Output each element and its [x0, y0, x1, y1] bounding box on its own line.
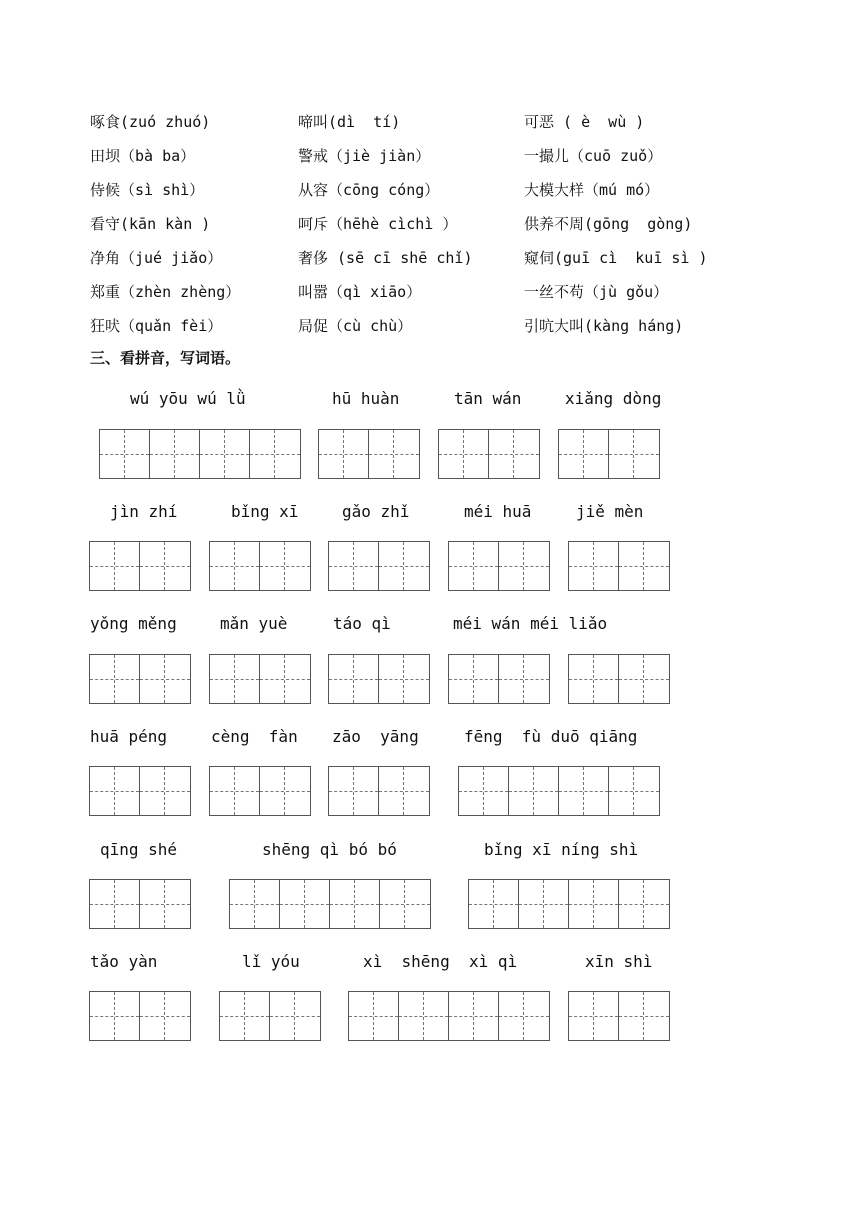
vertical-guide-line: [633, 767, 634, 815]
vertical-guide-line: [593, 542, 594, 590]
vocab-item: 净角（jué jiǎo）: [90, 249, 223, 267]
vertical-guide-line: [354, 880, 355, 928]
vertical-guide-line: [114, 767, 115, 815]
writing-cell[interactable]: [140, 992, 190, 1040]
writing-boxes[interactable]: [458, 766, 660, 816]
writing-cell[interactable]: [330, 880, 380, 928]
horizontal-guide-line: [379, 566, 429, 567]
writing-cell[interactable]: [459, 767, 509, 815]
vertical-guide-line: [234, 767, 235, 815]
vocab-item: 警戒（jiè jiàn）: [298, 147, 431, 165]
vocab-item: 引吭大叫(kàng háng): [524, 317, 684, 335]
writing-boxes[interactable]: [209, 541, 311, 591]
writing-boxes[interactable]: [468, 879, 670, 929]
vertical-guide-line: [643, 542, 644, 590]
writing-cell[interactable]: [329, 655, 379, 703]
vertical-guide-line: [593, 655, 594, 703]
writing-boxes[interactable]: [448, 654, 550, 704]
vertical-guide-line: [513, 430, 514, 478]
writing-cell[interactable]: [210, 542, 260, 590]
writing-cell[interactable]: [90, 992, 140, 1040]
writing-boxes[interactable]: [318, 429, 420, 479]
horizontal-guide-line: [369, 454, 419, 455]
pinyin-label: lǐ yóu: [242, 952, 300, 971]
writing-cell[interactable]: [379, 655, 429, 703]
horizontal-guide-line: [260, 791, 310, 792]
vertical-guide-line: [114, 992, 115, 1040]
vertical-guide-line: [353, 767, 354, 815]
writing-boxes[interactable]: [348, 991, 550, 1041]
writing-cell[interactable]: [499, 992, 549, 1040]
writing-boxes[interactable]: [328, 541, 430, 591]
vertical-guide-line: [543, 880, 544, 928]
writing-cell[interactable]: [220, 992, 270, 1040]
pinyin-label: méi huā: [464, 502, 532, 521]
pinyin-label: jiě mèn: [576, 502, 644, 521]
vertical-guide-line: [284, 542, 285, 590]
horizontal-guide-line: [619, 904, 669, 905]
writing-boxes[interactable]: [89, 766, 191, 816]
writing-cell[interactable]: [140, 655, 190, 703]
vocab-item: 郑重（zhèn zhèng）: [90, 283, 241, 301]
pinyin-label: jìn zhí: [110, 502, 178, 521]
vocab-item: 奢侈 (sē cī shē chǐ): [298, 249, 473, 267]
vertical-guide-line: [523, 542, 524, 590]
writing-cell[interactable]: [349, 992, 399, 1040]
vertical-guide-line: [224, 430, 225, 478]
writing-cell[interactable]: [319, 430, 369, 478]
vocab-item: 大模大样（mú mó）: [524, 181, 660, 199]
writing-boxes[interactable]: [219, 991, 321, 1041]
horizontal-guide-line: [499, 679, 549, 680]
vertical-guide-line: [114, 542, 115, 590]
vertical-guide-line: [533, 767, 534, 815]
vertical-guide-line: [274, 430, 275, 478]
writing-cell[interactable]: [499, 542, 549, 590]
horizontal-guide-line: [140, 566, 190, 567]
writing-cell[interactable]: [210, 655, 260, 703]
vocab-item: 一撮儿（cuō zuǒ）: [524, 147, 663, 165]
pinyin-label: tān wán: [454, 389, 522, 408]
vertical-guide-line: [403, 542, 404, 590]
writing-cell[interactable]: [449, 542, 499, 590]
writing-cell[interactable]: [210, 767, 260, 815]
vertical-guide-line: [244, 992, 245, 1040]
vertical-guide-line: [284, 767, 285, 815]
writing-cell[interactable]: [499, 655, 549, 703]
vertical-guide-line: [403, 767, 404, 815]
writing-cell[interactable]: [379, 767, 429, 815]
writing-boxes[interactable]: [568, 541, 670, 591]
writing-cell[interactable]: [619, 880, 669, 928]
horizontal-guide-line: [270, 1016, 320, 1017]
vertical-guide-line: [164, 880, 165, 928]
writing-cell[interactable]: [569, 992, 619, 1040]
writing-cell[interactable]: [469, 880, 519, 928]
horizontal-guide-line: [379, 679, 429, 680]
vertical-guide-line: [114, 880, 115, 928]
horizontal-guide-line: [609, 454, 659, 455]
writing-cell[interactable]: [569, 655, 619, 703]
vocab-item: 侍候（sì shì）: [90, 181, 205, 199]
vertical-guide-line: [114, 655, 115, 703]
pinyin-label: cèng fàn: [211, 727, 298, 746]
vertical-guide-line: [473, 992, 474, 1040]
pinyin-label: zāo yāng: [332, 727, 419, 746]
writing-cell[interactable]: [329, 542, 379, 590]
vocab-item: 一丝不苟（jù gǒu）: [524, 283, 669, 301]
horizontal-guide-line: [380, 904, 430, 905]
writing-cell[interactable]: [569, 542, 619, 590]
vertical-guide-line: [583, 767, 584, 815]
vertical-guide-line: [373, 992, 374, 1040]
pinyin-label: shēng qì bó bó: [262, 840, 397, 859]
writing-boxes[interactable]: [209, 766, 311, 816]
writing-cell[interactable]: [489, 430, 539, 478]
vertical-guide-line: [353, 655, 354, 703]
writing-cell[interactable]: [559, 430, 609, 478]
writing-cell[interactable]: [140, 767, 190, 815]
writing-cell[interactable]: [260, 655, 310, 703]
vertical-guide-line: [463, 430, 464, 478]
horizontal-guide-line: [140, 1016, 190, 1017]
vertical-guide-line: [493, 880, 494, 928]
horizontal-guide-line: [609, 791, 659, 792]
writing-cell[interactable]: [200, 430, 250, 478]
vocab-item: 看守(kān kàn ): [90, 215, 211, 233]
section-title: 三、看拼音，写词语。: [90, 349, 241, 367]
vocab-item: 啄食(zuó zhuó): [90, 113, 211, 131]
vertical-guide-line: [353, 542, 354, 590]
vertical-guide-line: [523, 992, 524, 1040]
writing-cell[interactable]: [369, 430, 419, 478]
pinyin-label: qīng shé: [100, 840, 178, 859]
horizontal-guide-line: [140, 791, 190, 792]
writing-cell[interactable]: [260, 767, 310, 815]
pinyin-label: táo qì: [333, 614, 391, 633]
horizontal-guide-line: [619, 566, 669, 567]
writing-boxes[interactable]: [89, 879, 191, 929]
writing-cell[interactable]: [150, 430, 200, 478]
vocab-item: 从容（cōng cóng）: [298, 181, 440, 199]
writing-boxes[interactable]: [328, 766, 430, 816]
writing-boxes[interactable]: [568, 654, 670, 704]
vertical-guide-line: [583, 430, 584, 478]
writing-cell[interactable]: [140, 542, 190, 590]
vertical-guide-line: [174, 430, 175, 478]
writing-cell[interactable]: [609, 430, 659, 478]
vertical-guide-line: [234, 542, 235, 590]
writing-cell[interactable]: [280, 880, 330, 928]
horizontal-guide-line: [619, 679, 669, 680]
vertical-guide-line: [473, 542, 474, 590]
writing-boxes[interactable]: [558, 429, 660, 479]
pinyin-label: xì shēng xì qì: [363, 952, 518, 971]
pinyin-label: mǎn yuè: [220, 614, 288, 633]
vertical-guide-line: [234, 655, 235, 703]
vertical-guide-line: [284, 655, 285, 703]
writing-cell[interactable]: [100, 430, 150, 478]
writing-cell[interactable]: [380, 880, 430, 928]
writing-cell[interactable]: [329, 767, 379, 815]
vocab-item: 狂吠（quǎn fèi）: [90, 317, 223, 335]
pinyin-label: xiǎng dòng: [565, 389, 662, 408]
horizontal-guide-line: [499, 1016, 549, 1017]
writing-cell[interactable]: [250, 430, 300, 478]
horizontal-guide-line: [619, 1016, 669, 1017]
vocab-item: 可恶 ( è wù ): [524, 113, 645, 131]
vocab-item: 田坝（bà ba）: [90, 147, 196, 165]
writing-boxes[interactable]: [99, 429, 301, 479]
vertical-guide-line: [473, 655, 474, 703]
pinyin-label: méi wán méi liǎo: [453, 614, 608, 633]
horizontal-guide-line: [140, 904, 190, 905]
vertical-guide-line: [393, 430, 394, 478]
writing-boxes[interactable]: [89, 991, 191, 1041]
writing-cell[interactable]: [230, 880, 280, 928]
vertical-guide-line: [124, 430, 125, 478]
vertical-guide-line: [403, 655, 404, 703]
vertical-guide-line: [643, 992, 644, 1040]
writing-boxes[interactable]: [89, 541, 191, 591]
horizontal-guide-line: [250, 454, 300, 455]
pinyin-label: hū huàn: [332, 389, 400, 408]
writing-cell[interactable]: [260, 542, 310, 590]
pinyin-label: yǒng měng: [90, 614, 177, 633]
writing-cell[interactable]: [379, 542, 429, 590]
vocab-item: 局促（cù chù）: [298, 317, 413, 335]
horizontal-guide-line: [499, 566, 549, 567]
writing-cell[interactable]: [270, 992, 320, 1040]
writing-cell[interactable]: [569, 880, 619, 928]
writing-boxes[interactable]: [438, 429, 540, 479]
vertical-guide-line: [164, 542, 165, 590]
vertical-guide-line: [643, 880, 644, 928]
writing-boxes[interactable]: [448, 541, 550, 591]
pinyin-label: wú yōu wú lǜ: [130, 389, 246, 408]
writing-cell[interactable]: [449, 992, 499, 1040]
horizontal-guide-line: [489, 454, 539, 455]
pinyin-label: bǐng xī níng shì: [484, 840, 639, 859]
horizontal-guide-line: [379, 791, 429, 792]
writing-cell[interactable]: [609, 767, 659, 815]
vertical-guide-line: [404, 880, 405, 928]
pinyin-label: xīn shì: [585, 952, 653, 971]
writing-cell[interactable]: [509, 767, 559, 815]
writing-boxes[interactable]: [89, 654, 191, 704]
pinyin-label: bǐng xī: [231, 502, 299, 521]
writing-boxes[interactable]: [328, 654, 430, 704]
vocab-item: 呵斥（hēhè cìchì ）: [298, 215, 458, 233]
writing-cell[interactable]: [90, 767, 140, 815]
vocab-item: 啼叫(dì tí): [298, 113, 401, 131]
vertical-guide-line: [343, 430, 344, 478]
writing-cell[interactable]: [449, 655, 499, 703]
pinyin-label: gǎo zhǐ: [342, 502, 410, 521]
writing-boxes[interactable]: [229, 879, 431, 929]
horizontal-guide-line: [260, 679, 310, 680]
writing-boxes[interactable]: [568, 991, 670, 1041]
writing-cell[interactable]: [519, 880, 569, 928]
vertical-guide-line: [633, 430, 634, 478]
vertical-guide-line: [294, 992, 295, 1040]
writing-cell[interactable]: [90, 542, 140, 590]
vocab-item: 供养不周(gōng gòng): [524, 215, 693, 233]
writing-cell[interactable]: [439, 430, 489, 478]
horizontal-guide-line: [260, 566, 310, 567]
vertical-guide-line: [523, 655, 524, 703]
pinyin-label: huā péng: [90, 727, 168, 746]
vocab-item: 叫嚣（qì xiāo）: [298, 283, 422, 301]
vocab-item: 窥伺(guī cì kuī sì ): [524, 249, 708, 267]
writing-cell[interactable]: [399, 992, 449, 1040]
vertical-guide-line: [164, 767, 165, 815]
writing-cell[interactable]: [90, 655, 140, 703]
vertical-guide-line: [254, 880, 255, 928]
writing-cell[interactable]: [619, 992, 669, 1040]
writing-cell[interactable]: [90, 880, 140, 928]
writing-boxes[interactable]: [209, 654, 311, 704]
vertical-guide-line: [164, 655, 165, 703]
writing-cell[interactable]: [559, 767, 609, 815]
horizontal-guide-line: [140, 679, 190, 680]
vertical-guide-line: [483, 767, 484, 815]
vertical-guide-line: [304, 880, 305, 928]
vertical-guide-line: [593, 992, 594, 1040]
pinyin-label: fēng fù duō qiāng: [464, 727, 638, 746]
pinyin-label: tǎo yàn: [90, 952, 158, 971]
writing-cell[interactable]: [619, 655, 669, 703]
vertical-guide-line: [423, 992, 424, 1040]
writing-cell[interactable]: [619, 542, 669, 590]
writing-cell[interactable]: [140, 880, 190, 928]
vertical-guide-line: [164, 992, 165, 1040]
vertical-guide-line: [643, 655, 644, 703]
vertical-guide-line: [593, 880, 594, 928]
